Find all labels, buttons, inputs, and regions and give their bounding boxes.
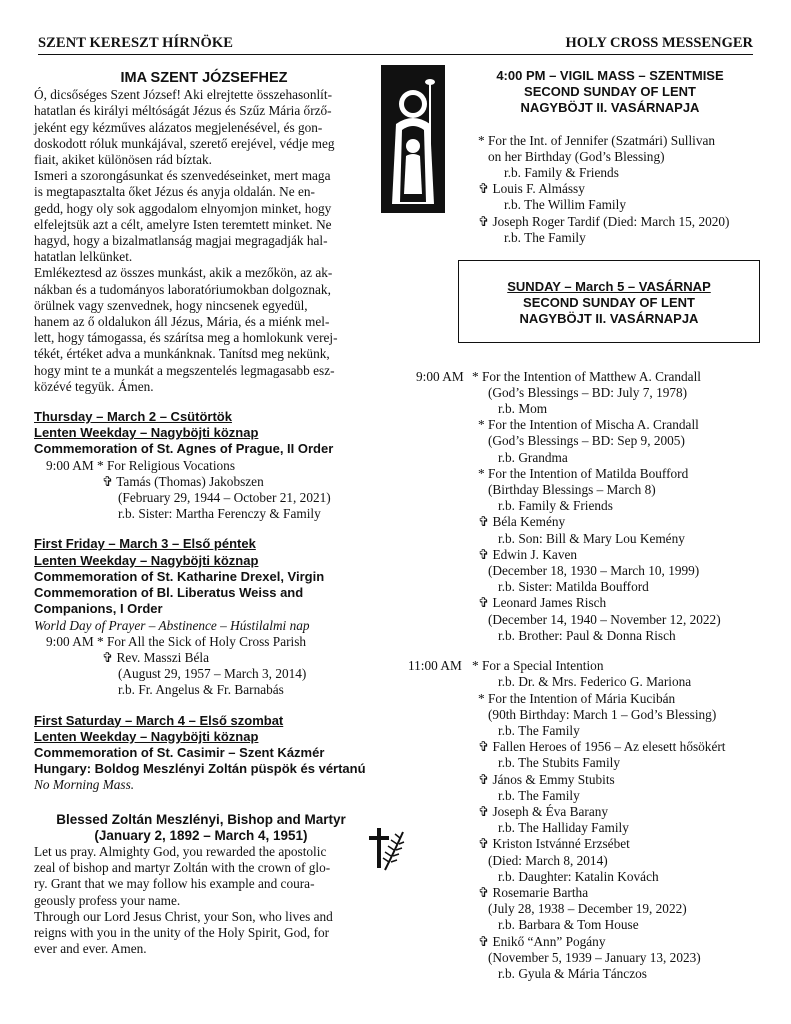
intention-line: ✞ János & Emmy Stubits <box>478 771 615 787</box>
prayer-title: IMA SZENT JÓZSEFHEZ <box>120 70 288 86</box>
friday-mass-line: r.b. Fr. Angelus & Fr. Barnabás <box>118 682 284 698</box>
intention-line: r.b. Gyula & Mária Tánczos <box>498 965 647 981</box>
thursday-section <box>34 409 388 522</box>
intention-line: (God’s Blessings – BD: July 7, 1978) <box>488 384 688 400</box>
saturday-note: No Morning Mass. <box>34 777 135 793</box>
intention-line: * For the Intention of Mischa A. Crandall <box>478 417 699 433</box>
thursday-heading: Thursday – March 2 – Csütörtök <box>34 409 232 425</box>
thursday-mass-line: (February 29, 1944 – October 21, 2021) <box>118 490 331 506</box>
sunday-box <box>458 260 760 343</box>
sunday-subtitle: SECOND SUNDAY OF LENT <box>523 295 695 311</box>
intention-line: (December 18, 1930 – March 10, 1999) <box>488 563 700 579</box>
saturday-subheading: Lenten Weekday – Nagyböjti köznap <box>34 728 259 744</box>
friday-commemoration: Companions, I Order <box>34 601 163 617</box>
vigil-section <box>402 68 762 117</box>
friday-note: World Day of Prayer – Abstinence – Hústilalmi nap <box>34 617 310 633</box>
thursday-mass-line: ✞ Tamás (Thomas) Jakobszen <box>102 473 264 489</box>
intention-line: r.b. Son: Bill & Mary Lou Kemény <box>498 530 685 546</box>
saturday-commemoration: Commemoration of St. Casimir – Szent Kázmér <box>34 744 325 760</box>
blessed-dates: (January 2, 1892 – March 4, 1951) <box>94 827 308 843</box>
intention-line: * For the Intention of Mária Kucibán <box>478 690 676 706</box>
friday-mass-line: 9:00 AM * For All the Sick of Holy Cross Parish <box>46 633 307 649</box>
vigil-subtitle: SECOND SUNDAY OF LENT <box>524 84 696 100</box>
intention-line: ✞ Joseph Roger Tardif (Died: March 15, 2020) <box>478 213 730 229</box>
intention-line: ✞ Rosemarie Bartha <box>478 884 589 900</box>
intention-line: r.b. Daughter: Katalin Kovách <box>498 868 659 884</box>
intention-line: ✞ Fallen Heroes of 1956 – Az elesett hősökért <box>478 739 726 755</box>
intention-line: r.b. Brother: Paul & Donna Risch <box>498 627 676 643</box>
friday-commemoration: Commemoration of St. Katharine Drexel, Virgin <box>34 568 325 584</box>
thursday-mass-line: 9:00 AM * For Religious Vocations <box>46 457 236 473</box>
sunday-subtitle-hu: NAGYBÖJT II. VASÁRNAPJA <box>519 311 699 327</box>
intention-line: ✞ Béla Kemény <box>478 514 566 530</box>
thursday-commemoration: Commemoration of St. Agnes of Prague, II Order <box>34 441 334 457</box>
thursday-subheading: Lenten Weekday – Nagyböjti köznap <box>34 425 259 441</box>
vigil-subtitle-hu: NAGYBÖJT II. VASÁRNAPJA <box>520 100 700 116</box>
intention-line: r.b. Sister: Matilda Boufford <box>498 579 649 595</box>
intention-line: ✞ Leonard James Risch <box>478 595 607 611</box>
intention-line: on her Birthday (God’s Blessing) <box>488 148 665 164</box>
prayer-paragraph-2: Ismeri a szorongásunkat és szenvedéseinket, mert maga is megtapasztalta őket Jézus és anyja oldalán. Ne en- gedd, hogy oly sok aggodalom elnyomjon minket, hogy elfelejtsük azt a célt, amelyre Isten teremtett minket. Ne hagyd, hogy a bizalmatlanság magjai megragadják hal- hatatlan lelkünket. <box>34 168 332 265</box>
intention-line: r.b. The Willim Family <box>504 197 626 213</box>
mass-11am <box>402 658 762 982</box>
intention-line: (God’s Blessings – BD: Sep 9, 2005) <box>488 433 685 449</box>
friday-mass-line: ✞ Rev. Masszi Béla <box>102 649 210 665</box>
intention-line: r.b. Dr. & Mrs. Federico G. Mariona <box>498 674 692 690</box>
friday-mass-line: (August 29, 1957 – March 3, 2014) <box>118 666 307 682</box>
intention-line: r.b. Family & Friends <box>498 498 613 514</box>
intention-line: ✞ Enikő “Ann” Pogány <box>478 933 606 949</box>
intention-line: r.b. Mom <box>498 401 548 417</box>
intention-line: r.b. The Halliday Family <box>498 820 629 836</box>
vigil-intentions <box>402 133 762 246</box>
intention-line: ✞ Edwin J. Kaven <box>478 546 578 562</box>
thursday-mass-line: r.b. Sister: Martha Ferenczy & Family <box>118 506 321 522</box>
friday-subheading: Lenten Weekday – Nagyböjti köznap <box>34 552 259 568</box>
mass-9am <box>402 369 762 644</box>
intention-line: ✞ Louis F. Almássy <box>478 181 585 197</box>
page-header <box>38 34 753 55</box>
blessed-prayer-1: Let us pray. Almighty God, you rewarded the apostolic zeal of bishop and martyr Zoltán with the crown of glo- ry. Grant that we may follow his example and coura- geously profess your name. <box>34 843 331 908</box>
intention-line: ✞ Joseph & Éva Barany <box>478 803 609 819</box>
intention-line: * For the Intention of Matthew A. Crandall <box>472 368 701 384</box>
saturday-heading: First Saturday – March 4 – Első szombat <box>34 712 284 728</box>
intention-line: (Died: March 8, 2014) <box>488 852 608 868</box>
intention-line: r.b. Family & Friends <box>504 165 619 181</box>
intention-line: (December 14, 1940 – November 12, 2022) <box>488 611 721 627</box>
header-left-title: SZENT KERESZT HÍRNÖKE <box>38 35 233 51</box>
vigil-title: 4:00 PM – VIGIL MASS – SZENTMISE <box>496 68 724 83</box>
intention-line: (November 5, 1939 – January 13, 2023) <box>488 949 701 965</box>
prayer-paragraph-3: Emlékeztesd az összes munkást, akik a mezőkön, az ak- nákban és a tudományos laboratóriumokban dolgoznak, örülnek vagy szenvednek, hogy nincsenek egyedül, hanem az ő oldalukon áll Jézus, Mária, és a miénk mel- lett, hogy támogassa, és szárítsa meg a homlokunk verej- tékét, értéket adva a munkánknak. Tanítsd meg nekünk, hogy mint te a munkát a megszentelés legmagasabb esz- közévé tegyük. Ámen. <box>34 265 338 394</box>
intention-line: (90th Birthday: March 1 – God’s Blessing) <box>488 706 717 722</box>
intention-line: r.b. Grandma <box>498 449 568 465</box>
saturday-section <box>34 713 388 794</box>
saturday-commemoration: Hungary: Boldog Meszlényi Zoltán püspök és vértanú <box>34 761 366 777</box>
prayer-paragraph-1: Ó, dicsőséges Szent József! Aki elrejtette összehasonlít- hatatlan és királyi méltóságát Jézus és Szűz Mária őrző- jeként egy kézműves alázatos megjelenésével, és gon- doskodott róluk munkájával, szerető erejével, védje meg fiait, akiket különösen rád bíztak. <box>34 87 335 168</box>
friday-section <box>34 536 388 698</box>
intention-line: r.b. The Family <box>498 787 580 803</box>
intention-line: * For the Intention of Matilda Boufford <box>478 465 689 481</box>
blessed-prayer-2: Through our Lord Jesus Christ, your Son, who lives and reigns with you in the unity of the Holy Spirit, God, for ever and ever. Amen. <box>34 908 333 957</box>
left-column <box>34 64 388 957</box>
intention-line: (Birthday Blessings – March 8) <box>488 482 656 498</box>
intention-line: r.b. The Stubits Family <box>498 755 621 771</box>
header-right-title: HOLY CROSS MESSENGER <box>565 35 753 51</box>
intention-line: (July 28, 1938 – December 19, 2022) <box>488 901 687 917</box>
mass-time: 11:00 AM <box>408 658 462 674</box>
blessed-section <box>34 812 388 958</box>
intention-line: r.b. The Family <box>504 229 586 245</box>
intention-line: ✞ Kriston Istvánné Erzsébet <box>478 836 630 852</box>
intention-line: r.b. The Family <box>498 722 580 738</box>
blessed-title: Blessed Zoltán Meszlényi, Bishop and Martyr <box>56 811 346 827</box>
right-column <box>402 64 762 982</box>
intention-line: r.b. Barbara & Tom House <box>498 917 639 933</box>
mass-time: 9:00 AM <box>416 368 464 384</box>
friday-commemoration: Commemoration of Bl. Liberatus Weiss and <box>34 585 304 601</box>
friday-heading: First Friday – March 3 – Első péntek <box>34 536 256 552</box>
intention-line: * For a Special Intention <box>472 658 604 674</box>
sunday-heading: SUNDAY – March 5 – VASÁRNAP <box>507 279 711 295</box>
intention-line: * For the Int. of Jennifer (Szatmári) Sullivan <box>478 132 716 148</box>
